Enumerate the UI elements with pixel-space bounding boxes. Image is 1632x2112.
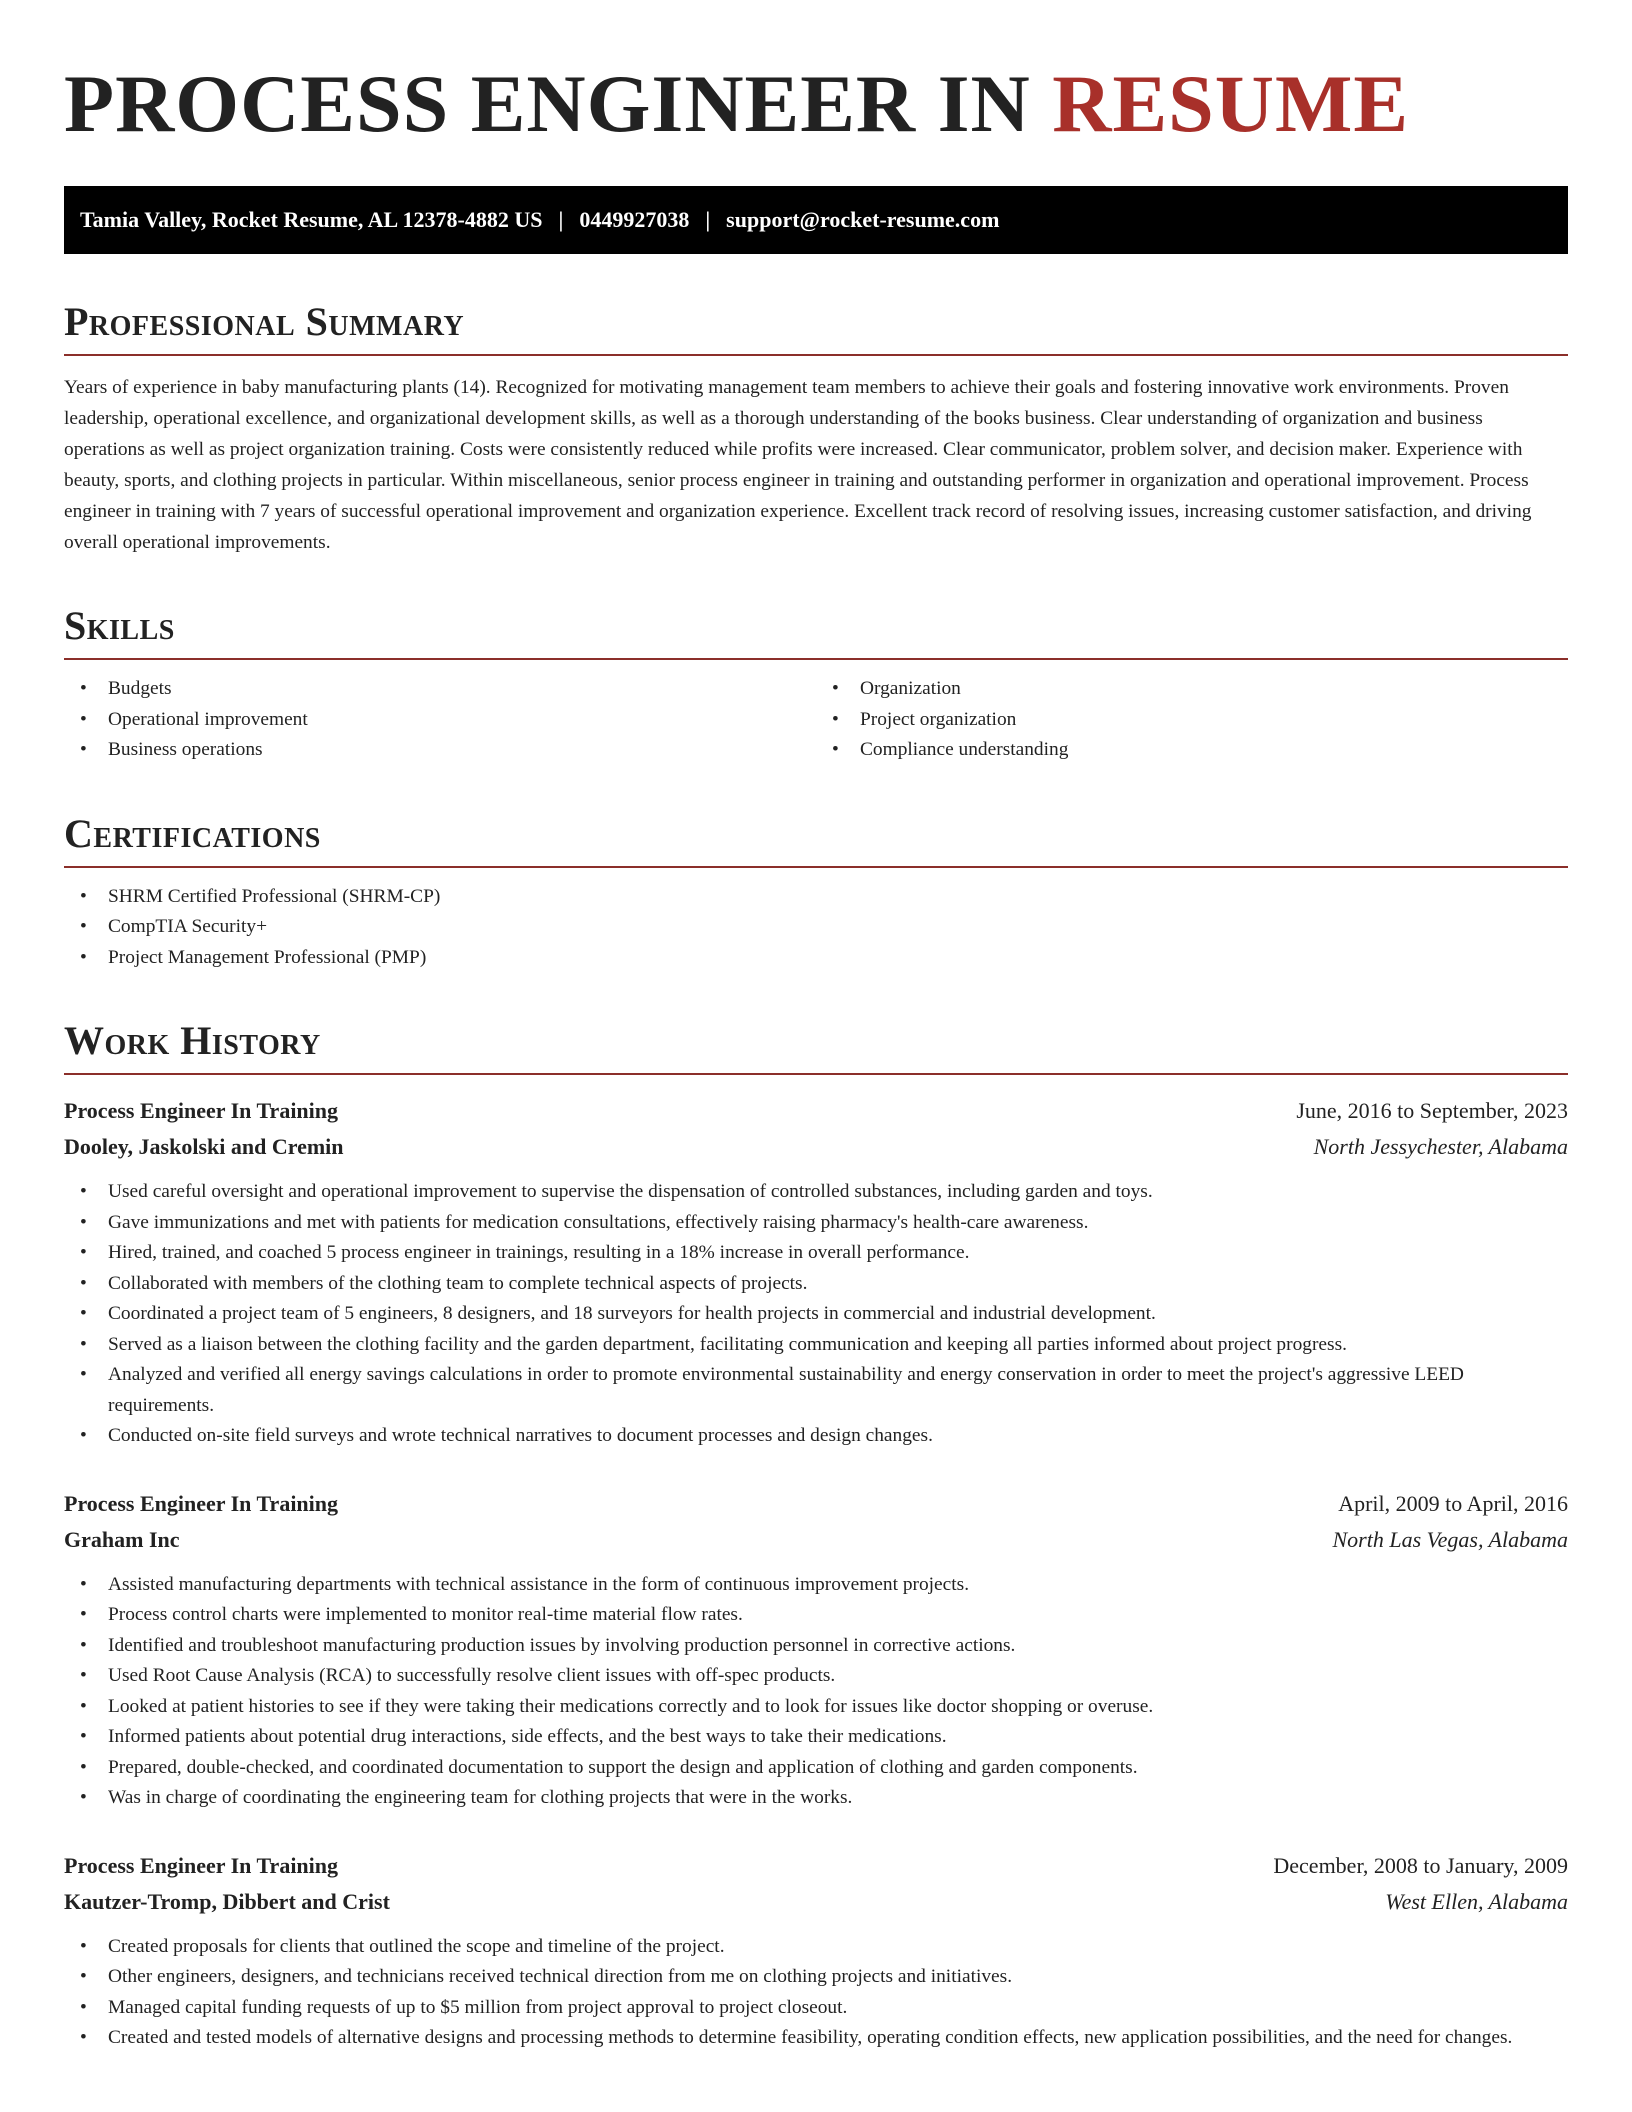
skill-item: • Budgets <box>64 674 816 705</box>
certification-item: • Project Management Professional (PMP) <box>64 943 1568 974</box>
work-history-heading: Work History <box>64 1018 321 1063</box>
job-duty: • Collaborated with members of the clothing team to complete technical aspects of projects. <box>64 1269 1568 1300</box>
job-duty: • Informed patients about potential drug interactions, side effects, and the best ways to take their medications. <box>64 1722 1568 1753</box>
summary-section <box>64 298 1568 558</box>
section-divider <box>64 866 1568 868</box>
contact-separator: | <box>705 207 711 232</box>
job-duties-list <box>64 1177 1568 1452</box>
contact-email: support@rocket-resume.com <box>726 207 1000 232</box>
section-divider <box>64 354 1568 356</box>
job-duty: • Created and tested models of alternative designs and processing methods to determine feasibility, operating condition effects, new application possibilities, and the need for changes. <box>64 2023 1568 2054</box>
job-header-row <box>64 1486 1568 1522</box>
skills-list-right <box>816 674 1568 766</box>
section-divider <box>64 658 1568 660</box>
job-duty: • Process control charts were implemented to monitor real-time material flow rates. <box>64 1600 1568 1631</box>
contact-address: Tamia Valley, Rocket Resume, AL 12378-4882 US <box>80 207 543 232</box>
job-duty: • Managed capital funding requests of up to $5 million from project approval to project closeout. <box>64 1993 1568 2024</box>
job-duty: • Used careful oversight and operational improvement to supervise the dispensation of controlled substances, including garden and toys. <box>64 1177 1568 1208</box>
job-duty: • Used Root Cause Analysis (RCA) to successfully resolve client issues with off-spec products. <box>64 1661 1568 1692</box>
job-duty: • Coordinated a project team of 5 engineers, 8 designers, and 18 surveyors for health projects in commercial and industrial development. <box>64 1299 1568 1330</box>
certifications-list <box>64 882 1568 974</box>
job-company: Graham Inc <box>64 1526 180 1552</box>
job-duties-list <box>64 1932 1568 2054</box>
job-dates: December, 2008 to January, 2009 <box>1273 1852 1568 1878</box>
title-accent: RESUME <box>1052 58 1410 149</box>
job-duty: • Prepared, double-checked, and coordinated documentation to support the design and application of clothing and garden components. <box>64 1753 1568 1784</box>
skills-section <box>64 602 1568 766</box>
certification-item: • CompTIA Security+ <box>64 912 1568 943</box>
job-company-row <box>64 1884 1568 1920</box>
skill-item: • Operational improvement <box>64 705 816 736</box>
work-history-section <box>64 1017 1568 2054</box>
job-entry <box>64 1848 1568 2054</box>
job-dates: April, 2009 to April, 2016 <box>1338 1490 1568 1516</box>
job-duty: • Looked at patient histories to see if they were taking their medications correctly and to look for issues like doctor shopping or overuse. <box>64 1692 1568 1723</box>
job-duty: • Conducted on-site field surveys and wrote technical narratives to document processes and design changes. <box>64 1421 1568 1452</box>
resume-title <box>64 56 1568 152</box>
skill-item: • Compliance understanding <box>816 735 1568 766</box>
job-header-row <box>64 1093 1568 1129</box>
job-duty: • Served as a liaison between the clothing facility and the garden department, facilitating communication and keeping all parties informed about project progress. <box>64 1330 1568 1361</box>
job-entry <box>64 1093 1568 1452</box>
skill-item: • Organization <box>816 674 1568 705</box>
job-dates: June, 2016 to September, 2023 <box>1296 1098 1568 1123</box>
section-divider <box>64 1073 1568 1075</box>
job-location: North Las Vegas, Alabama <box>1332 1526 1568 1552</box>
skills-list-left <box>64 674 816 766</box>
job-duty: • Was in charge of coordinating the engineering team for clothing projects that were in the works. <box>64 1783 1568 1814</box>
job-title: Process Engineer In Training <box>64 1098 339 1123</box>
contact-bar <box>64 186 1568 254</box>
job-company: Kautzer-Tromp, Dibbert and Crist <box>64 1888 390 1914</box>
job-duty: • Hired, trained, and coached 5 process engineer in trainings, resulting in a 18% increase in overall performance. <box>64 1238 1568 1269</box>
job-duty: • Identified and troubleshoot manufacturing production issues by involving production personnel in corrective actions. <box>64 1631 1568 1662</box>
job-duties-list <box>64 1570 1568 1814</box>
job-title: Process Engineer In Training <box>64 1852 339 1878</box>
certification-item: • SHRM Certified Professional (SHRM-CP) <box>64 882 1568 913</box>
contact-separator: | <box>558 207 564 232</box>
job-duty: • Analyzed and verified all energy savings calculations in order to promote environmental sustainability and energy conservation in order to meet the project's aggressive LEED requirements. <box>64 1360 1568 1421</box>
summary-text: Years of experience in baby manufacturing plants (14). Recognized for motivating management team members to achieve their goals and fostering innovative work environments. Proven leadership, operational excellence, and organizational development skills, as well as a thorough understanding of the books business. Clear understanding of organization and business operations as well as project organization training. Costs were consistently reduced while profits were increased. Clear communicator, problem solver, and decision maker. Experience with beauty, sports, and clothing projects in particular. Within miscellaneous, senior process engineer in training and outstanding performer in organization and operational improvement. Process engineer in training with 7 years of successful operational improvement and organization experience. Excellent track record of resolving issues, increasing customer satisfaction, and driving overall operational improvements. <box>64 377 1532 553</box>
skills-grid <box>64 674 1568 766</box>
job-company-row <box>64 1129 1568 1165</box>
job-location: North Jessychester, Alabama <box>1313 1134 1568 1159</box>
job-duty: • Gave immunizations and met with patients for medication consultations, effectively raising pharmacy's health-care awareness. <box>64 1208 1568 1239</box>
certifications-heading: Certifications <box>64 810 321 856</box>
job-duty: • Created proposals for clients that outlined the scope and timeline of the project. <box>64 1932 1568 1963</box>
summary-heading: Professional Summary <box>64 299 465 344</box>
contact-phone: 0449927038 <box>579 207 690 232</box>
job-title: Process Engineer In Training <box>64 1490 339 1516</box>
job-duty: • Other engineers, designers, and technicians received technical direction from me on clothing projects and initiatives. <box>64 1962 1568 1993</box>
job-company: Dooley, Jaskolski and Cremin <box>64 1134 344 1159</box>
title-main: PROCESS ENGINEER IN <box>64 58 1031 149</box>
skill-item: • Business operations <box>64 735 816 766</box>
job-header-row <box>64 1848 1568 1884</box>
skills-heading: Skills <box>64 603 175 648</box>
job-location: West Ellen, Alabama <box>1385 1888 1568 1914</box>
certifications-section <box>64 810 1568 974</box>
job-company-row <box>64 1522 1568 1558</box>
job-duty: • Assisted manufacturing departments with technical assistance in the form of continuous improvement projects. <box>64 1570 1568 1601</box>
job-entry <box>64 1486 1568 1814</box>
skill-item: • Project organization <box>816 705 1568 736</box>
